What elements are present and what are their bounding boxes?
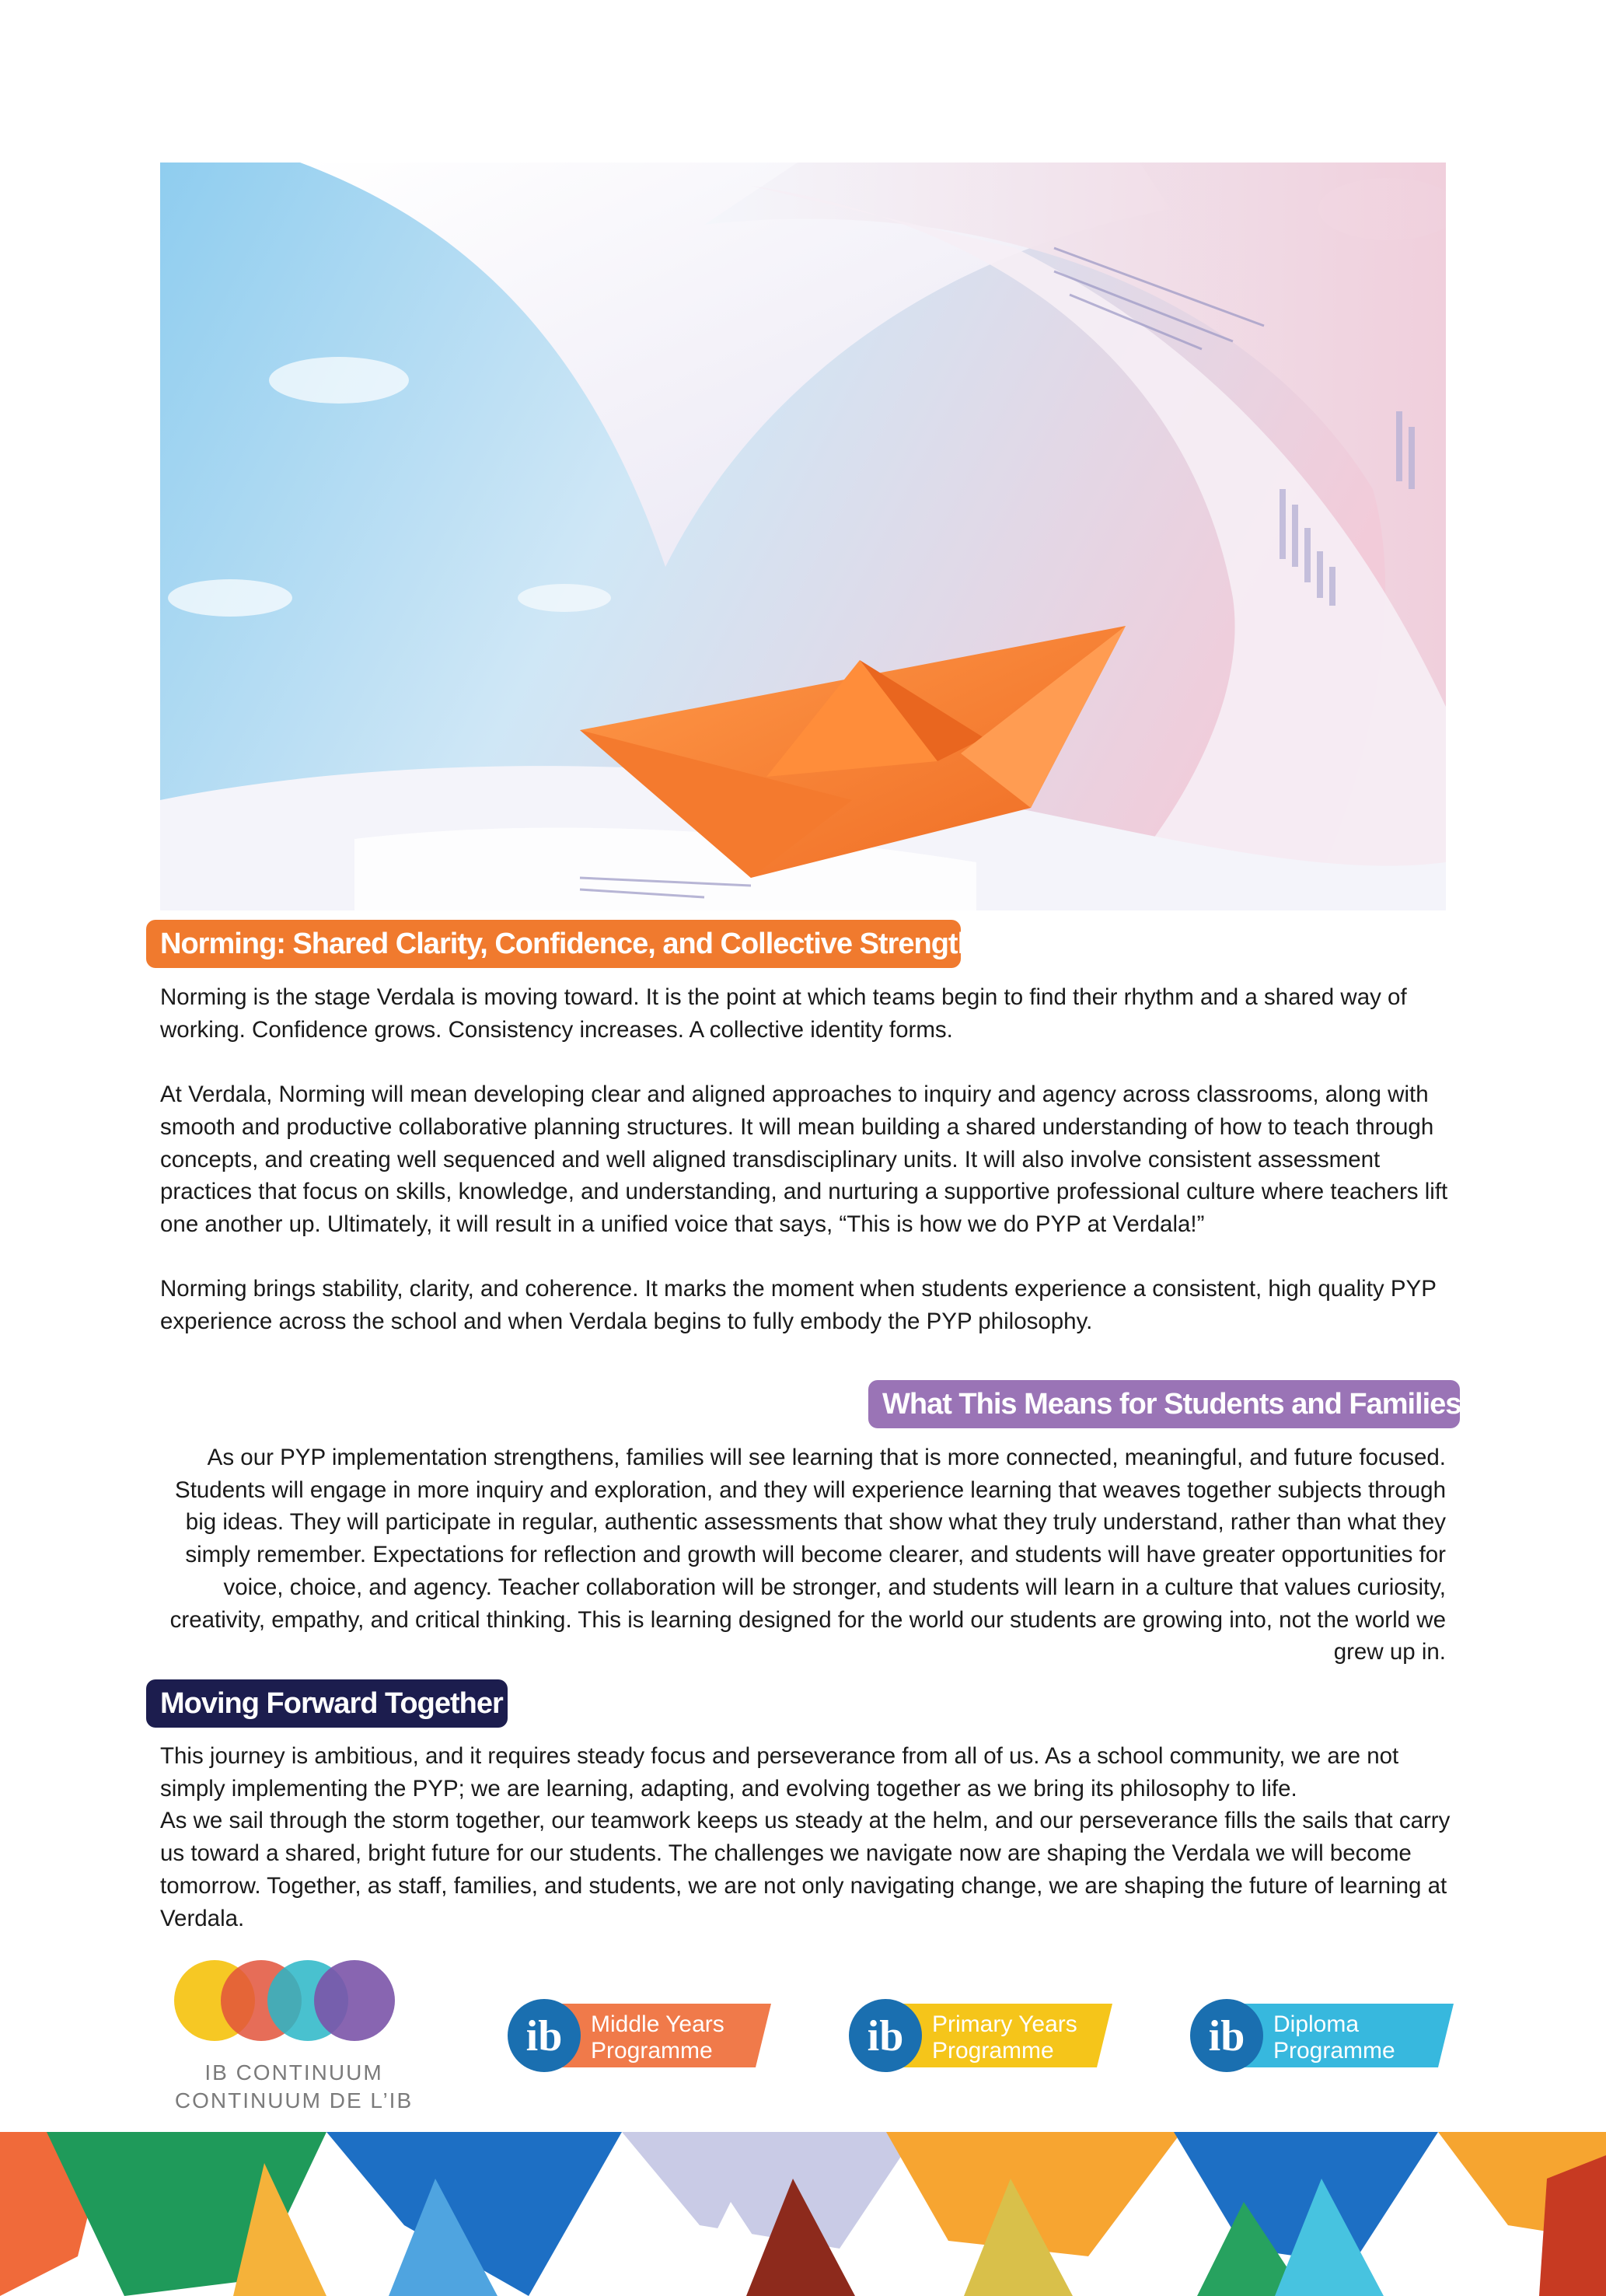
moving-forward-paragraph-1: This journey is ambitious, and it requires steady focus and perseverance from all of us. As a school community, we are not simply implementing the PYP; we are learning, adapting, and evolving together as we bring its philosophy to life. [160,1743,1399,1802]
ib-continuum-logo [168,1955,432,2119]
hero-image [160,163,1446,910]
norming-paragraph-1: Norming is the stage Verdala is moving toward. It is the point at which teams begin to find their rhythm and a shared way of working. Confidence grows. Consistency increases. A collective identity forms. [160,984,1407,1043]
footer-paper-boats [0,2132,1606,2296]
continuum-text-2: CONTINUUM DE L’IB [174,2088,414,2113]
pyp-line-2: Programme [932,2038,1054,2064]
norming-body [160,981,1451,1338]
myp-line-1: Middle Years [591,2011,724,2037]
dp-line-1: Diploma [1273,2011,1360,2037]
norming-paragraph-3: Norming brings stability, clarity, and coherence. It marks the moment when students experience a consistent, high quality PYP experience across the school and when Verdala begins to fully embody the PYP philosophy. [160,1276,1437,1334]
ib-mark-myp: ib [525,2012,563,2060]
continuum-text-1: IB CONTINUUM [204,2060,383,2085]
norming-paragraph-2: At Verdala, Norming will mean developing clear and aligned approaches to inquiry and agency across classrooms, along with smooth and productive collaborative planning structures. It will mean building a shared understanding of how to teach through concepts, and creating well sequenced and well aligned transdisciplinary units. It will also involve consistent assessment practices that focus on skills, knowledge, and understanding, and nurturing a supportive professional culture where teachers lift one another up. Ultimately, it will result in a unified voice that says, “This is how we do PYP at Verdala!” [160,1082,1448,1237]
pyp-logo [847,1993,1119,2078]
norming-heading: Norming: Shared Clarity, Confidence, and Collective Strength [146,920,961,968]
pyp-line-1: Primary Years [932,2011,1077,2037]
dp-logo [1188,1993,1460,2078]
myp-line-2: Programme [591,2038,713,2064]
moving-forward-heading: Moving Forward Together [146,1679,508,1728]
myp-logo [505,1993,777,2078]
ib-mark-pyp: ib [867,2012,904,2060]
moving-forward-body [160,1740,1451,1934]
dp-line-2: Programme [1273,2038,1395,2064]
moving-forward-paragraph-2: As we sail through the storm together, our teamwork keeps us steady at the helm, and our perseverance fills the sails that carry us toward a shared, bright future for our students. The challenges we navigate now are shaping the Verdala we will become tomorrow. Together, as staff, families, and students, we are not only navigating change, we are shaping the future of learning at Verdala. [160,1808,1451,1931]
students-families-paragraph: As our PYP implementation strengthens, families will see learning that is more connected, meaningful, and future focused. Students will engage in more inquiry and exploration, and they will experience learning that weaves together subjects through big ideas. They will participate in regular, authentic assessments that show what they truly understand, rather than what they simply remember. Expectations for reflection and growth will become clearer, and students will have greater opportunities for voice, choice, and agency. Teacher collaboration will be stronger, and students will learn in a culture that values curiosity, creativity, empathy, and critical thinking. This is learning designed for the world our students are growing into, not the world we grew up in. [169,1445,1446,1665]
ib-mark-dp: ib [1208,2012,1245,2060]
students-families-heading: What This Means for Students and Families [868,1380,1460,1428]
